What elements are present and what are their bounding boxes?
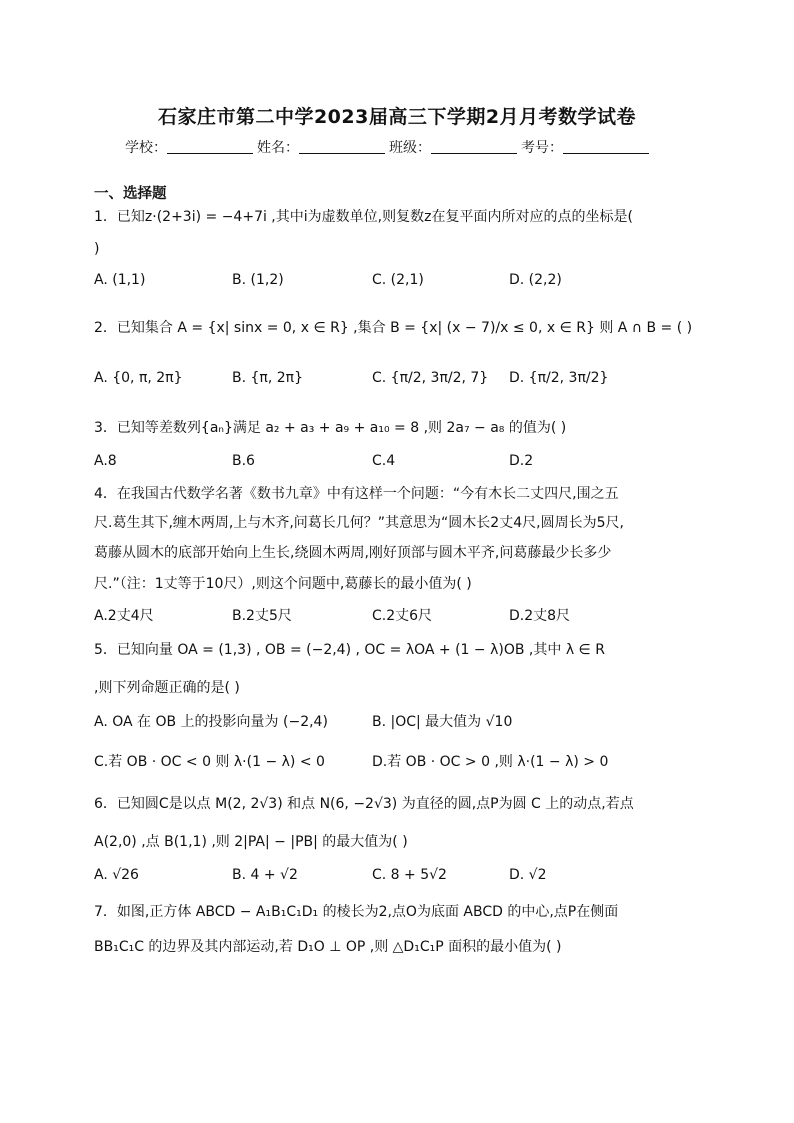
question-7-line-1: 7．如图,正方体 ABCD − A₁B₁C₁D₁ 的棱长为2,点O为底面 ABCD 的中心,点P在侧面 (94, 904, 619, 920)
question-6-line-2: A(2,0) ,点 B(1,1) ,则 2|PA| − |PB| 的最大值为( ) (94, 834, 408, 850)
question-7-line-2: BB₁C₁C 的边界及其内部运动,若 D₁O ⊥ OP ,则 △D₁C₁P 面积的最小值为( ) (94, 939, 562, 955)
option-b: B. 4 + √2 (232, 867, 298, 883)
option-b: B. |OC| 最大值为 √10 (372, 714, 513, 730)
section-title: 一、选择题 (94, 186, 167, 202)
option-d: D.若 OB · OC > 0 ,则 λ·(1 − λ) > 0 (372, 754, 609, 770)
question-6-line-1: 6．已知圆C是以点 M(2, 2√3) 和点 N(6, −2√3) 为直径的圆,点P为圆 C 上的动点,若点 (94, 796, 634, 812)
option-a: A. √26 (94, 867, 139, 883)
option-c: C.2丈6尺 (372, 608, 433, 624)
name-blank[interactable] (299, 141, 385, 154)
number-blank[interactable] (563, 141, 649, 154)
option-b: B. (1,2) (232, 272, 284, 288)
option-c: C. 8 + 5√2 (372, 867, 447, 883)
option-c: C. {π/2, 3π/2, 7} (372, 370, 489, 386)
option-d: D. √2 (509, 867, 547, 883)
option-c: C.若 OB · OC < 0 则 λ·(1 − λ) < 0 (94, 754, 325, 770)
question-1-line-2: ) (94, 241, 100, 257)
option-d: D. {π/2, 3π/2} (509, 370, 609, 386)
option-a: A.2丈4尺 (94, 608, 154, 624)
question-5-line-2: ,则下列命题正确的是( ) (94, 680, 240, 696)
option-c: C.4 (372, 453, 396, 469)
student-info-fields (125, 137, 653, 157)
name-label: 姓名： (257, 140, 299, 156)
option-b: B.2丈5尺 (232, 608, 292, 624)
number-label: 考号： (521, 140, 563, 156)
option-a: A. {0, π, 2π} (94, 370, 183, 386)
option-c: C. (2,1) (372, 272, 424, 288)
question-3-line-1: 3．已知等差数列{aₙ}满足 a₂ + a₃ + a₉ + a₁₀ = 8 ,则 2a₇ − a₈ 的值为( ) (94, 420, 567, 436)
question-4-line-1: 4．在我国古代数学名著《数书九章》中有这样一个问题：“今有木长二丈四尺,围之五 (94, 486, 619, 502)
option-a: A. (1,1) (94, 272, 146, 288)
question-4-line-3: 葛藤从圆木的底部开始向上生长,绕圆木两周,刚好顶部与圆木平齐,问葛藤最少长多少 (94, 545, 612, 561)
question-4-line-2: 尺.葛生其下,缠木两周,上与木齐,问葛长几何？”其意思为“圆木长2丈4尺,圆周长为5尺, (94, 515, 624, 531)
school-blank[interactable] (167, 141, 253, 154)
option-d: D.2 (509, 453, 534, 469)
option-b: B.6 (232, 453, 255, 469)
option-a: A. OA 在 OB 上的投影向量为 (−2,4) (94, 714, 328, 730)
school-label: 学校： (125, 140, 167, 156)
option-d: D.2丈8尺 (509, 608, 571, 624)
class-blank[interactable] (431, 141, 517, 154)
question-1-line-1: 1．已知z·(2+3i) = −4+7i ,其中i为虚数单位,则复数z在复平面内所对应的点的坐标是( (94, 209, 633, 225)
question-2-line-1: 2．已知集合 A = {x| sinx = 0, x ∈ R} ,集合 B = {x| (x − 7)/x ≤ 0, x ∈ R} 则 A ∩ B = ( ) (94, 320, 693, 336)
option-a: A.8 (94, 453, 117, 469)
option-b: B. {π, 2π} (232, 370, 303, 386)
exam-title: 石家庄市第二中学2023届高三下学期2月月考数学试卷 (157, 106, 637, 128)
option-d: D. (2,2) (509, 272, 562, 288)
question-4-line-4: 尺.”（注：1丈等于10尺）,则这个问题中,葛藤长的最小值为( ) (94, 576, 472, 592)
question-5-line-1: 5．已知向量 OA = (1,3) , OB = (−2,4) , OC = λOA + (1 − λ)OB ,其中 λ ∈ R (94, 642, 605, 658)
class-label: 班级： (389, 140, 431, 156)
